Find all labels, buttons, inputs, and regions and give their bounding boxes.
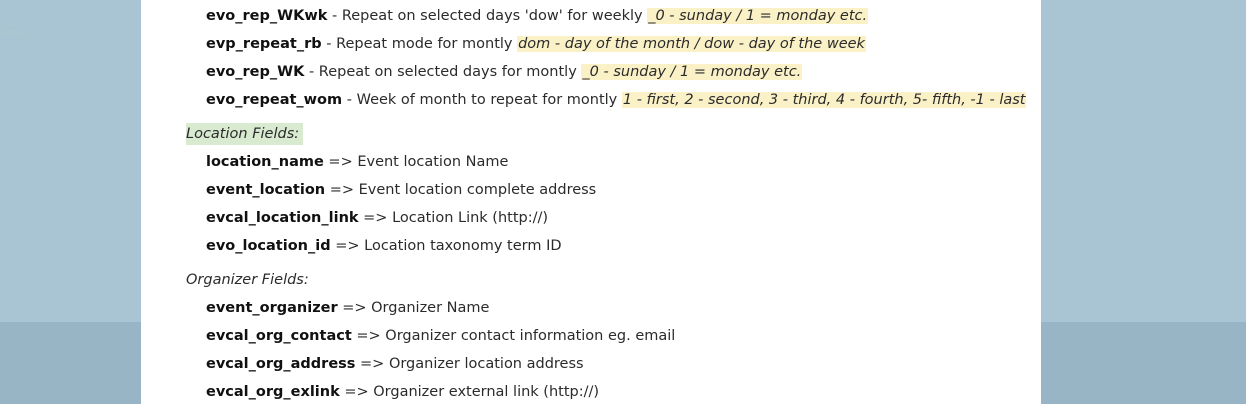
field-key: evcal_org_contact [206, 328, 352, 344]
field-key: evo_rep_WKwk [206, 8, 328, 24]
field-description: => Location taxonomy term ID [330, 238, 562, 254]
field-key: evcal_org_exlink [206, 384, 340, 400]
field-description: - Week of month to repeat for montly [342, 92, 622, 108]
field-description: => Organizer location address [355, 356, 584, 372]
field-description: => Organizer external link (http://) [339, 384, 600, 400]
field-description: => Organizer contact information eg. email [351, 328, 676, 344]
field-note: _0 - sunday / 1 = monday etc. [648, 8, 868, 24]
field-row [206, 326, 675, 346]
field-note: dom - day of the month / dow - day of the week [518, 36, 865, 52]
field-note: 1 - first, 2 - second, 3 - third, 4 - fourth, 5- fifth, -1 - last [622, 92, 1026, 108]
field-row [206, 152, 508, 172]
field-description: => Location Link (http://) [358, 210, 549, 226]
field-row [206, 6, 868, 26]
field-row [206, 34, 866, 54]
field-row [206, 208, 548, 228]
field-key: event_organizer [206, 300, 338, 316]
background-blurred-text: ...... [0, 22, 23, 36]
field-key: location_name [206, 154, 324, 170]
field-description: - Repeat mode for montly [321, 36, 518, 52]
field-key: evp_repeat_rb [206, 36, 322, 52]
field-row [206, 90, 1026, 110]
field-description: - Repeat on selected days for montly [304, 64, 582, 80]
field-key: evo_location_id [206, 238, 331, 254]
field-row [206, 382, 599, 402]
field-row [206, 62, 802, 82]
field-row [206, 236, 562, 256]
field-key: evcal_org_address [206, 356, 356, 372]
field-description: => Organizer Name [337, 300, 490, 316]
location-fields-heading: Location Fields: [186, 123, 303, 145]
field-reference-panel [141, 0, 1041, 404]
field-description: => Event location Name [323, 154, 509, 170]
field-key: evo_repeat_wom [206, 92, 343, 108]
field-note: _0 - sunday / 1 = monday etc. [582, 64, 802, 80]
organizer-fields-heading: Organizer Fields: [186, 272, 309, 288]
field-key: evo_rep_WK [206, 64, 305, 80]
field-row [206, 298, 489, 318]
field-key: event_location [206, 182, 326, 198]
field-description: => Event location complete address [325, 182, 597, 198]
field-row [206, 180, 596, 200]
field-row [206, 354, 584, 374]
field-description: - Repeat on selected days 'dow' for weekly [327, 8, 648, 24]
field-key: evcal_location_link [206, 210, 359, 226]
